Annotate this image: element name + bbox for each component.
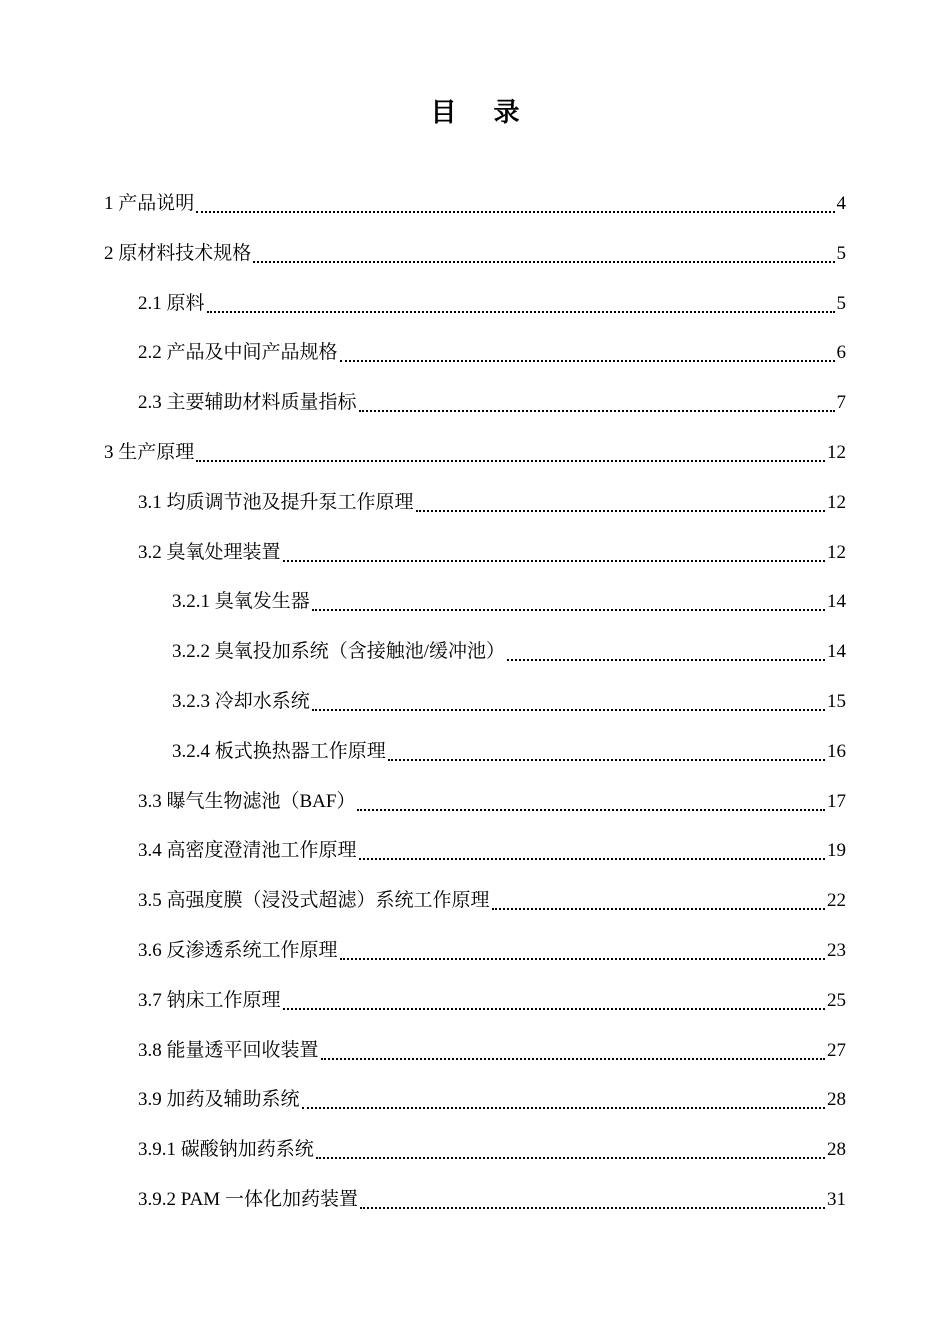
toc-entry[interactable] bbox=[0, 237, 846, 287]
toc-entry-label: 3.2 臭氧处理装置 bbox=[138, 541, 281, 563]
toc-entry-page-number: 7 bbox=[836, 392, 846, 414]
toc-entry[interactable] bbox=[0, 635, 846, 685]
toc-entry-label: 3.9.2 PAM 一体化加药装置 bbox=[138, 1188, 358, 1210]
toc-entry[interactable] bbox=[0, 336, 846, 386]
toc-list bbox=[0, 187, 950, 1233]
toc-entry-page-number: 19 bbox=[827, 840, 846, 862]
toc-entry-page-number: 4 bbox=[836, 193, 846, 214]
toc-dot-leader bbox=[340, 934, 825, 960]
toc-dot-leader bbox=[357, 785, 825, 811]
toc-title: 目 录 bbox=[430, 98, 534, 128]
toc-entry[interactable] bbox=[0, 585, 846, 635]
toc-entry[interactable] bbox=[0, 436, 846, 486]
toc-dot-leader bbox=[312, 685, 825, 711]
toc-entry-page-number: 14 bbox=[827, 641, 846, 663]
toc-entry-page-number: 17 bbox=[827, 790, 846, 812]
toc-entry-page-number: 16 bbox=[827, 740, 846, 762]
toc-dot-leader bbox=[416, 486, 825, 512]
toc-dot-leader bbox=[283, 984, 825, 1010]
toc-dot-leader bbox=[360, 1183, 825, 1209]
toc-entry-label: 3 生产原理 bbox=[104, 441, 195, 463]
toc-dot-leader bbox=[507, 635, 825, 661]
toc-entry-label: 3.6 反渗透系统工作原理 bbox=[138, 939, 338, 961]
toc-entry[interactable] bbox=[0, 1083, 846, 1133]
toc-entry-page-number: 5 bbox=[836, 242, 846, 264]
toc-dot-leader bbox=[321, 1034, 825, 1060]
toc-dot-leader bbox=[196, 436, 825, 462]
toc-entry-label: 3.2.3 冷却水系统 bbox=[172, 690, 310, 712]
toc-entry[interactable] bbox=[0, 1183, 846, 1233]
toc-entry-label: 1 产品说明 bbox=[104, 193, 195, 214]
toc-entry[interactable] bbox=[0, 287, 846, 337]
toc-entry-page-number: 15 bbox=[827, 690, 846, 712]
toc-dot-leader bbox=[253, 237, 834, 263]
toc-entry-label: 3.9 加药及辅助系统 bbox=[138, 1089, 300, 1111]
toc-entry-label: 3.2.4 板式换热器工作原理 bbox=[172, 740, 386, 762]
toc-entry-label: 3.4 高密度澄清池工作原理 bbox=[138, 840, 357, 862]
toc-entry-page-number: 28 bbox=[827, 1089, 846, 1111]
toc-entry-page-number: 31 bbox=[827, 1188, 846, 1210]
toc-entry-label: 3.7 钠床工作原理 bbox=[138, 989, 281, 1011]
toc-entry-label: 3.9.1 碳酸钠加药系统 bbox=[138, 1139, 314, 1161]
toc-dot-leader bbox=[196, 187, 834, 213]
toc-dot-leader bbox=[283, 536, 825, 562]
toc-entry[interactable] bbox=[0, 934, 846, 984]
toc-entry[interactable] bbox=[0, 685, 846, 735]
toc-dot-leader bbox=[302, 1083, 825, 1109]
toc-entry-page-number: 12 bbox=[827, 541, 846, 563]
toc-entry-label: 3.3 曝气生物滤池（BAF） bbox=[138, 790, 356, 812]
toc-entry-label: 2.2 产品及中间产品规格 bbox=[138, 342, 338, 364]
toc-dot-leader bbox=[492, 884, 825, 910]
toc-entry-page-number: 12 bbox=[827, 441, 846, 463]
toc-dot-leader bbox=[312, 585, 825, 611]
toc-entry[interactable] bbox=[0, 884, 846, 934]
toc-entry-label: 3.2.2 臭氧投加系统（含接触池/缓冲池） bbox=[172, 641, 506, 663]
toc-entry-label: 2.1 原料 bbox=[138, 292, 205, 314]
toc-entry-label: 3.2.1 臭氧发生器 bbox=[172, 591, 310, 613]
toc-entry-page-number: 5 bbox=[836, 292, 846, 314]
toc-entry-label: 2 原材料技术规格 bbox=[104, 242, 252, 264]
toc-dot-leader bbox=[340, 336, 835, 362]
toc-entry-page-number: 27 bbox=[827, 1039, 846, 1061]
toc-entry[interactable] bbox=[0, 187, 846, 237]
toc-entry-label: 3.1 均质调节池及提升泵工作原理 bbox=[138, 491, 414, 513]
toc-entry-page-number: 25 bbox=[827, 989, 846, 1011]
toc-entry-page-number: 14 bbox=[827, 591, 846, 613]
toc-entry[interactable] bbox=[0, 486, 846, 536]
toc-dot-leader bbox=[388, 735, 825, 761]
toc-entry[interactable] bbox=[0, 386, 846, 436]
toc-entry[interactable] bbox=[0, 785, 846, 835]
toc-dot-leader bbox=[359, 834, 825, 860]
toc-entry-label: 3.8 能量透平回收装置 bbox=[138, 1039, 319, 1061]
toc-entry-page-number: 28 bbox=[827, 1139, 846, 1161]
toc-entry-page-number: 12 bbox=[827, 491, 846, 513]
toc-entry[interactable] bbox=[0, 984, 846, 1034]
toc-entry-page-number: 6 bbox=[836, 342, 846, 364]
toc-entry[interactable] bbox=[0, 536, 846, 586]
toc-dot-leader bbox=[207, 287, 835, 313]
toc-dot-leader bbox=[316, 1133, 825, 1159]
toc-entry-page-number: 22 bbox=[827, 890, 846, 912]
toc-entry-label: 3.5 高强度膜（浸没式超滤）系统工作原理 bbox=[138, 890, 490, 912]
toc-entry-page-number: 23 bbox=[827, 939, 846, 961]
toc-dot-leader bbox=[359, 386, 835, 412]
toc-entry[interactable] bbox=[0, 1133, 846, 1183]
toc-entry[interactable] bbox=[0, 735, 846, 785]
toc-entry-label: 2.3 主要辅助材料质量指标 bbox=[138, 392, 357, 414]
toc-entry[interactable] bbox=[0, 1034, 846, 1084]
toc-entry[interactable] bbox=[0, 834, 846, 884]
